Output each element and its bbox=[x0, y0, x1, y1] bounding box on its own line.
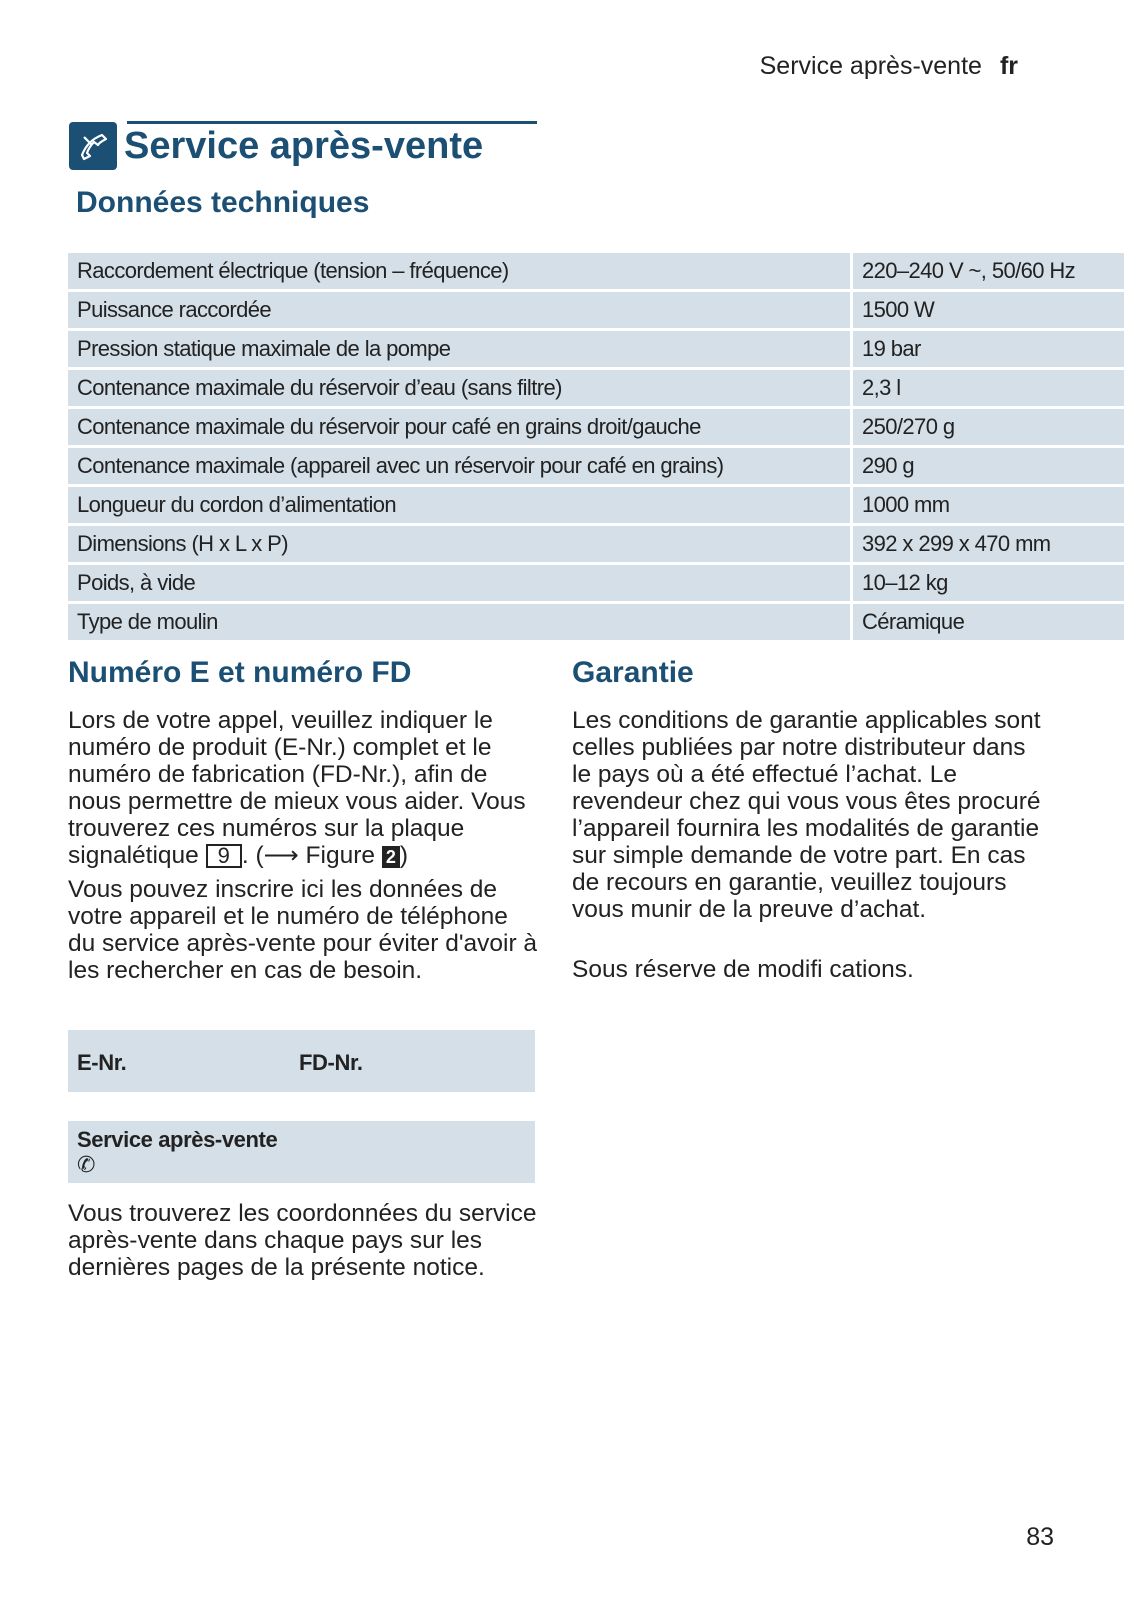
spec-row bbox=[68, 447, 1124, 486]
page-title: Service après-vente bbox=[124, 124, 484, 167]
spec-row bbox=[68, 564, 1124, 603]
running-header bbox=[760, 52, 1018, 81]
spec-value: 1500 W bbox=[852, 291, 1125, 330]
spec-label: Poids, à vide bbox=[68, 564, 852, 603]
enr-fdnr-box bbox=[68, 1030, 535, 1092]
spec-row bbox=[68, 253, 1124, 291]
reserve-note: Sous réserve de modifi cations. bbox=[572, 956, 914, 983]
specs-table bbox=[68, 253, 1124, 643]
left-paragraph-3: Vous trouverez les coordonnées du service après-vente dans chaque pays sur les dernières pages de la présente notice. bbox=[68, 1200, 537, 1281]
enr-label: E-Nr. bbox=[77, 1050, 127, 1075]
spec-row bbox=[68, 330, 1124, 369]
spec-label: Raccordement électrique (tension – fréquence) bbox=[68, 253, 852, 291]
spec-value: 250/270 g bbox=[852, 408, 1125, 447]
spec-label: Pression statique maximale de la pompe bbox=[68, 330, 852, 369]
spec-label: Puissance raccordée bbox=[68, 291, 852, 330]
service-box bbox=[68, 1121, 535, 1183]
spec-label: Type de moulin bbox=[68, 603, 852, 642]
rating-plate-key: 9 bbox=[206, 844, 242, 868]
left-paragraph-1 bbox=[68, 707, 538, 869]
spec-value: 10–12 kg bbox=[852, 564, 1125, 603]
spec-row bbox=[68, 603, 1124, 642]
fdnr-label: FD-Nr. bbox=[299, 1050, 363, 1075]
figure-ref-close: ) bbox=[399, 842, 408, 869]
spec-value: 290 g bbox=[852, 447, 1125, 486]
language-code: fr bbox=[999, 52, 1018, 80]
spec-row bbox=[68, 291, 1124, 330]
phone-wrench-icon bbox=[69, 122, 117, 170]
figure-number-badge: 2 bbox=[382, 846, 400, 868]
right-heading: Garantie bbox=[572, 656, 694, 689]
service-label: Service après-vente bbox=[77, 1127, 278, 1152]
spec-value: 1000 mm bbox=[852, 486, 1125, 525]
section-subtitle: Données techniques bbox=[76, 186, 370, 219]
spec-row bbox=[68, 486, 1124, 525]
spec-label: Contenance maximale du réservoir d’eau (sans filtre) bbox=[68, 369, 852, 408]
left-paragraph-2: Vous pouvez inscrire ici les données de votre appareil et le numéro de téléphone du service après-vente pour éviter d'avoir à les rechercher en cas de besoin. bbox=[68, 876, 538, 984]
title-block bbox=[69, 122, 483, 170]
spec-label: Contenance maximale (appareil avec un réservoir pour café en grains) bbox=[68, 447, 852, 486]
spec-value: 392 x 299 x 470 mm bbox=[852, 525, 1125, 564]
spec-label: Contenance maximale du réservoir pour café en grains droit/gauche bbox=[68, 408, 852, 447]
spec-label: Dimensions (H x L x P) bbox=[68, 525, 852, 564]
spec-row bbox=[68, 408, 1124, 447]
left-heading: Numéro E et numéro FD bbox=[68, 656, 412, 689]
warranty-paragraph: Les conditions de garantie applicables sont celles publiées par notre distributeur dans le pays où a été effectué l’achat. Le revendeur chez qui vous vous êtes procuré l’appareil fournira les modalités de garantie sur simple demande de votre part. En cas de recours en garantie, veuillez toujours vous munir de la preuve d’achat. bbox=[572, 707, 1041, 923]
spec-value: 220–240 V ~, 50/60 Hz bbox=[852, 253, 1125, 291]
spec-value: 19 bar bbox=[852, 330, 1125, 369]
spec-row bbox=[68, 369, 1124, 408]
spec-label: Longueur du cordon d’alimentation bbox=[68, 486, 852, 525]
spec-row bbox=[68, 525, 1124, 564]
left-paragraph-1-text: Lors de votre appel, veuillez indiquer le numéro de produit (E-Nr.) complet et le numéro de fabrication (FD-Nr.), afin de nous permettre de mieux vous aider. Vous trouverez ces numéros sur la plaque signalétique bbox=[68, 707, 526, 869]
telephone-icon: ✆ bbox=[77, 1152, 96, 1177]
figure-ref-text: . (⟶ Figure bbox=[241, 842, 375, 869]
page-number: 83 bbox=[1026, 1523, 1054, 1551]
running-header-section: Service après-vente bbox=[759, 52, 982, 80]
spec-value: Céramique bbox=[852, 603, 1125, 642]
spec-value: 2,3 l bbox=[852, 369, 1125, 408]
